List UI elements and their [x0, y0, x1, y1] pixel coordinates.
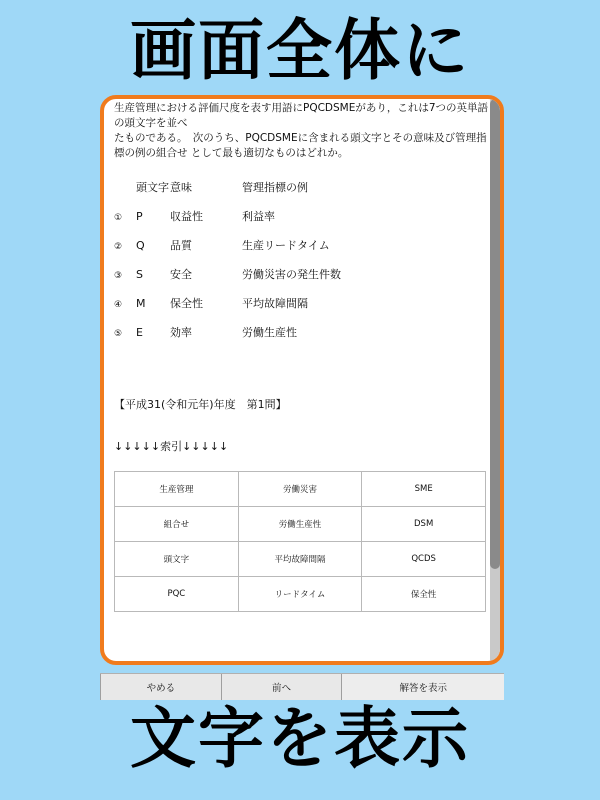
- choice-letter-1: P: [136, 210, 143, 223]
- quit-button[interactable]: やめる: [100, 674, 222, 700]
- question-paragraph-line2: たものである。 次のうち、PQCDSMEに含まれる頭文字とその意味及び管理指標の例の組合せ: [114, 132, 487, 159]
- choice-example-3: 労働災害の発生件数: [242, 268, 341, 281]
- question-page-frame: [100, 95, 504, 665]
- scrollbar-thumb[interactable]: [490, 99, 500, 569]
- choice-row-4[interactable]: [114, 295, 490, 311]
- choice-number-5: ⑤: [114, 329, 123, 339]
- banner-top-text: 画面全体に: [130, 12, 470, 89]
- question-paragraph-line1: 生産管理における評価尺度を表す用語にPQCDSMEがあり，これは7つの英単語の頭文字を並べ: [114, 102, 489, 129]
- choice-letter-5: E: [136, 326, 143, 339]
- choice-example-2: 生産リードタイム: [242, 239, 330, 252]
- keyword-cell[interactable]: 労働災害: [238, 472, 362, 507]
- choice-meaning-2: 品質: [170, 239, 192, 252]
- show-answer-button[interactable]: 解答を表示: [342, 674, 504, 700]
- keyword-cell[interactable]: リードタイム: [238, 577, 362, 612]
- table-row: [115, 472, 486, 507]
- button-bar: [100, 673, 504, 700]
- choice-letter-4: M: [136, 297, 146, 310]
- vertical-scrollbar[interactable]: [490, 99, 500, 665]
- choice-number-4: ④: [114, 300, 123, 310]
- header-meaning: 意味: [170, 181, 192, 194]
- choice-row-2[interactable]: [114, 237, 490, 253]
- choice-letter-3: S: [136, 268, 143, 281]
- keyword-cell[interactable]: DSM: [362, 507, 486, 542]
- keyword-cell[interactable]: 労働生産性: [238, 507, 362, 542]
- index-marker: ↓↓↓↓↓索引↓↓↓↓↓: [114, 440, 229, 453]
- choice-example-5: 労働生産性: [242, 326, 297, 339]
- device-viewport: [100, 95, 514, 700]
- keyword-cell[interactable]: 組合せ: [115, 507, 239, 542]
- choice-row-1[interactable]: [114, 208, 490, 224]
- choice-row-3[interactable]: [114, 266, 490, 282]
- header-example: 管理指標の例: [242, 181, 308, 194]
- choice-meaning-4: 保全性: [170, 297, 203, 310]
- banner-bottom-text: 文字を表示: [130, 700, 470, 777]
- keyword-table: [114, 471, 486, 612]
- header-letter: 頭文字: [136, 181, 169, 194]
- question-source: 【平成31(令和元年)年度 第1問】: [114, 398, 287, 411]
- table-row: [115, 577, 486, 612]
- choice-example-1: 利益率: [242, 210, 275, 223]
- choice-letter-2: Q: [136, 239, 145, 252]
- choice-meaning-1: 収益性: [170, 210, 203, 223]
- choice-meaning-3: 安全: [170, 268, 192, 281]
- choice-meaning-5: 効率: [170, 326, 192, 339]
- keyword-cell[interactable]: 生産管理: [115, 472, 239, 507]
- choice-example-4: 平均故障間隔: [242, 297, 308, 310]
- question-paragraph-line3: として最も適切なものはどれか。: [190, 147, 349, 159]
- choices-table-header: [114, 179, 490, 195]
- previous-button[interactable]: 前へ: [222, 674, 343, 700]
- question-paragraph: [114, 101, 490, 161]
- choice-number-2: ②: [114, 242, 123, 252]
- choice-number-3: ③: [114, 271, 123, 281]
- keyword-cell[interactable]: SME: [362, 472, 486, 507]
- table-row: [115, 507, 486, 542]
- choice-row-5[interactable]: [114, 324, 490, 340]
- keyword-cell[interactable]: 頭文字: [115, 542, 239, 577]
- choice-number-1: ①: [114, 213, 123, 223]
- keyword-cell[interactable]: PQC: [115, 577, 239, 612]
- table-row: [115, 542, 486, 577]
- keyword-cell[interactable]: 保全性: [362, 577, 486, 612]
- keyword-cell[interactable]: QCDS: [362, 542, 486, 577]
- keyword-cell[interactable]: 平均故障間隔: [238, 542, 362, 577]
